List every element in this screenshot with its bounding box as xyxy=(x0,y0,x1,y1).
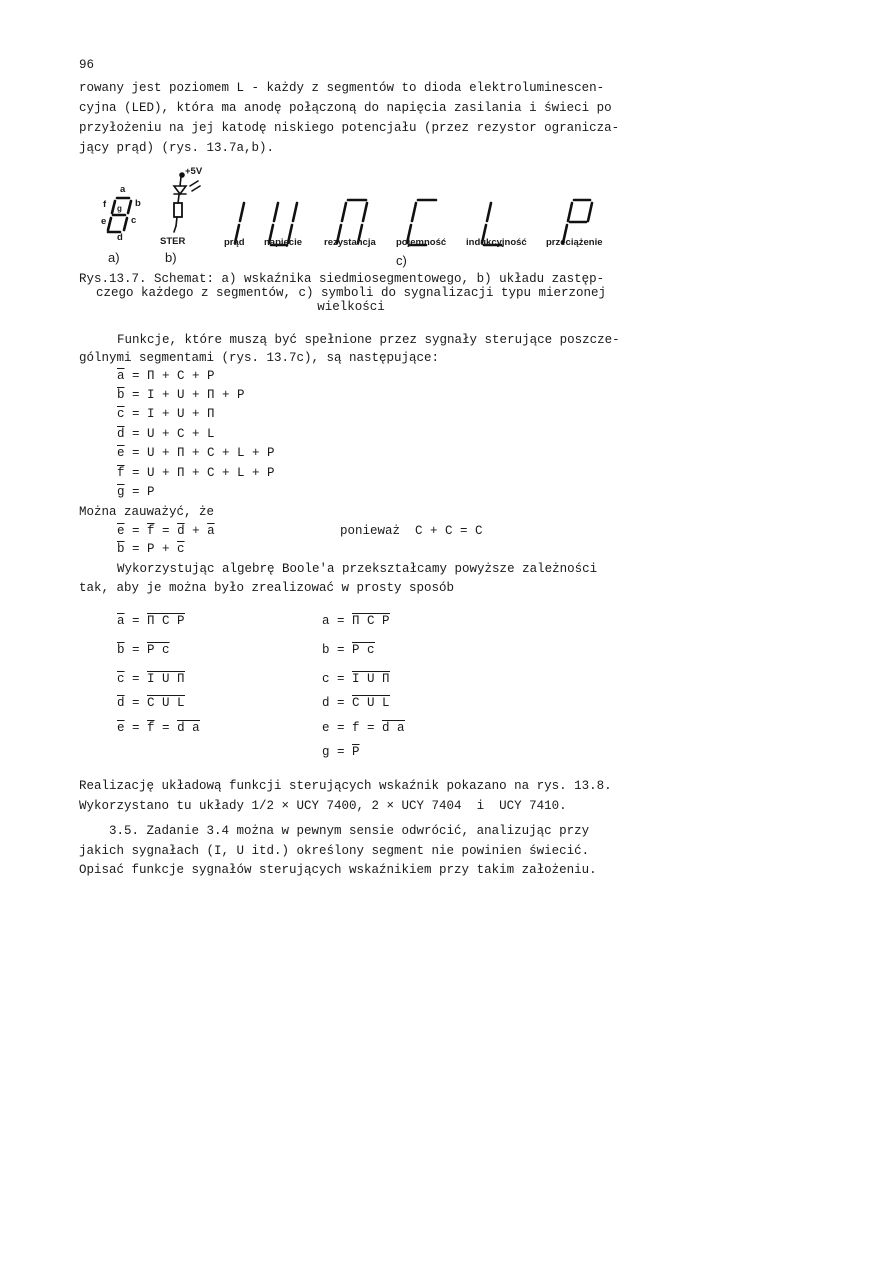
equation: $\overline{c} = I + U + \Pi$ xyxy=(117,407,215,421)
symbol-name-pojemnosc: pojemność xyxy=(396,237,447,248)
paragraph-line: przyłożeniu na jej katodę niskiego potencjału (przez rezystor ogranicza- xyxy=(79,121,620,135)
paragraph-line: jący prąd) (rys. 13.7a,b). xyxy=(79,141,275,155)
symbol-name-rezystancja: rezystancja xyxy=(324,237,376,248)
equation: $\overline{b} = P + \overline{c}$ xyxy=(117,542,185,556)
equation: $\overline{b} = P$ c xyxy=(117,643,170,657)
paragraph-line: tak, aby je można było zrealizować w prosty sposób xyxy=(79,581,455,595)
segment-label-f: f xyxy=(103,199,107,210)
note-because: ponieważ C + C = C xyxy=(340,524,483,538)
paragraph-line: jakich sygnałach (I, U itd.) określony segment nie powinien świecić. xyxy=(79,844,590,858)
equation: e = f = d a xyxy=(322,721,405,735)
segment-label-e: e xyxy=(101,216,107,227)
equation: $\overline{e} = U + \Pi + C + L + P$ xyxy=(117,446,275,460)
paragraph-line: Funkcje, które muszą być spełnione przez sygnały sterujące poszcze- xyxy=(117,333,620,347)
supply-voltage-label: +5V xyxy=(185,166,203,177)
figure-part-b-label: b) xyxy=(165,250,177,265)
equation: $\overline{e} = \overline{f} = d$ a xyxy=(117,721,200,735)
equation: $\overline{e} = \overline{f} = \overline{d} + \overline{a}$ xyxy=(117,524,215,538)
figure-13-7 xyxy=(0,0,893,290)
segment-equivalent-circuit xyxy=(174,173,200,232)
figure-part-c-label: c) xyxy=(396,253,407,268)
paragraph-line: Wykorzystano tu układy 1/2 × UCY 7400, 2 × UCY 7404 i UCY 7410. xyxy=(79,799,567,813)
figure-caption-line: Rys.13.7. Schemat: a) wskaźnika siedmiosegmentowego, b) układu zastęp- xyxy=(79,272,605,286)
equation: b = P c xyxy=(322,643,375,657)
paragraph-line: cyjna (LED), która ma anodę połączoną do napięcia zasilania i świeci po xyxy=(79,101,612,115)
segment-label-g: g xyxy=(117,204,122,213)
equation: c = I U Π xyxy=(322,672,390,686)
equation: $\overline{f} = U + \Pi + C + L + P$ xyxy=(117,466,275,480)
paragraph-line: Wykorzystując algebrę Boole'a przekształcamy powyższe zależności xyxy=(117,562,598,576)
figure-caption-line: wielkości xyxy=(317,300,385,314)
paragraph-line: Realizację układową funkcji sterujących wskaźnik pokazano na rys. 13.8. xyxy=(79,779,612,793)
equation: $g = \overline{P}$ xyxy=(322,745,360,759)
figure-caption-line: czego każdego z segmentów, c) symboli do sygnalizacji typu mierzonej xyxy=(95,286,607,300)
equation: $\overline{b} = I + U + \Pi + P$ xyxy=(117,388,245,402)
equation: $\overline{d} = C$ U L xyxy=(117,696,185,710)
equation: $\overline{a} = \Pi$ C P xyxy=(117,614,185,628)
symbol-name-napiecie: napięcie xyxy=(264,237,303,248)
paragraph-line: Opisać funkcje sygnałów sterujących wskaźnikiem przy takim założeniu. xyxy=(79,863,597,877)
paragraph-line: 3.5. Zadanie 3.4 można w pewnym sensie odwrócić, analizując przy xyxy=(79,824,590,838)
segment-label-c: c xyxy=(131,215,137,226)
figure-part-a-label: a) xyxy=(108,250,120,265)
equation: $\overline{g} = P$ xyxy=(117,485,155,499)
driver-label: STER xyxy=(160,236,186,247)
equation: $\overline{a} = \Pi + C + P$ xyxy=(117,369,215,383)
equation: $\overline{d} = U + C + L$ xyxy=(117,427,215,441)
symbol-name-prad: prąd xyxy=(224,237,245,248)
paragraph-line: rowany jest poziomem L - każdy z segmentów to dioda elektroluminescen- xyxy=(79,81,605,95)
equation: a = Π C P xyxy=(322,614,390,628)
equation: d = C U L xyxy=(322,696,390,710)
note-intro: Można zauważyć, że xyxy=(79,505,215,519)
symbol-name-przeciazenie: przeciążenie xyxy=(546,237,603,248)
symbol-name-indukcyjnosc: indukcyjność xyxy=(466,237,527,248)
segment-label-b: b xyxy=(135,198,141,209)
equation: $\overline{c} = I$ U Π xyxy=(117,672,185,686)
segment-label-d: d xyxy=(117,232,123,243)
segment-label-a: a xyxy=(120,184,126,195)
paragraph-line: gólnymi segmentami (rys. 13.7c), są następujące: xyxy=(79,351,440,365)
page-number: 96 xyxy=(79,58,95,72)
